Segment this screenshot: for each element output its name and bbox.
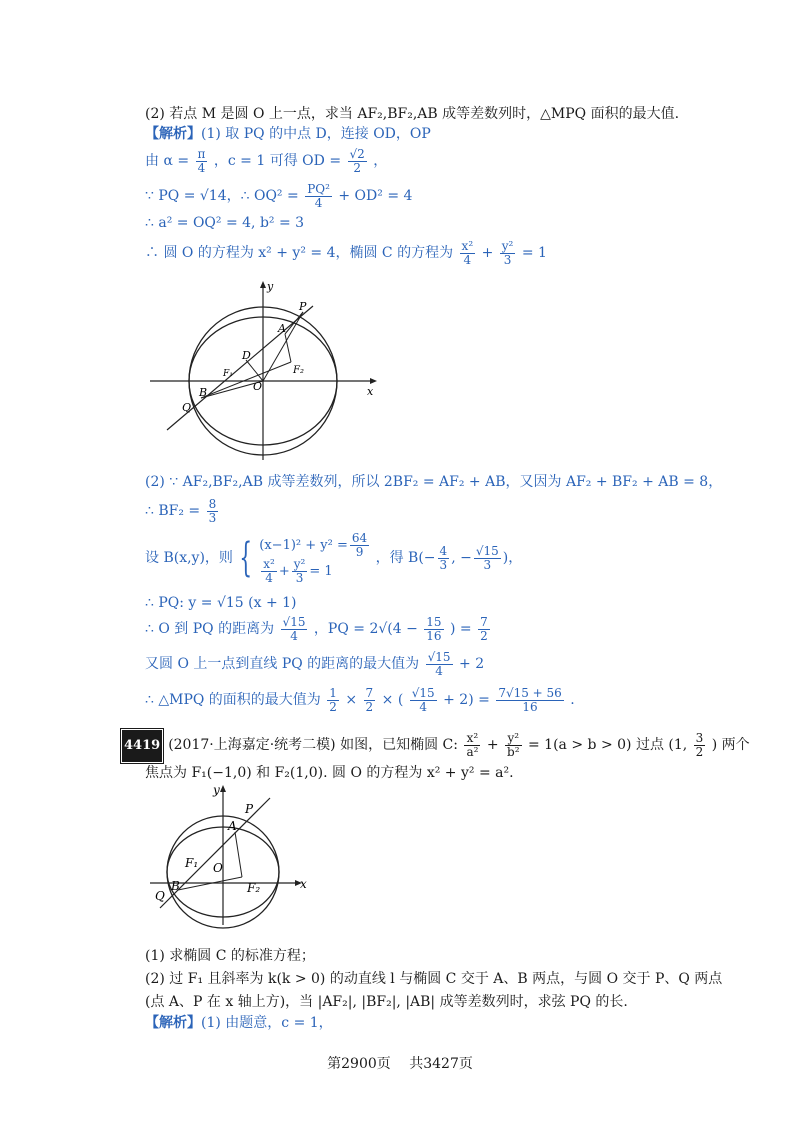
solution1-line4: ∴ a² = OQ² = 4, b² = 3 xyxy=(145,215,305,231)
svg-text:O: O xyxy=(253,380,263,393)
solution1-line1: 【解析】(1) 取 PQ 的中点 D，连接 OD，OP xyxy=(145,126,431,142)
svg-text:F₂: F₂ xyxy=(293,365,304,376)
problem-4419-q1: (1) 求椭圆 C 的标准方程； xyxy=(145,948,315,964)
problem-number-badge: 4419 xyxy=(120,728,164,764)
svg-text:x: x xyxy=(367,385,374,398)
solution-tag: 【解析】 xyxy=(145,126,201,142)
svg-text:A: A xyxy=(228,819,237,833)
figure-2 xyxy=(145,780,320,930)
solution2-line7: ∴ △MPQ 的面积的最大值为 $\frac{1}{2}$ × $\frac{7}{2}$ × ( $\frac{√15}{4}$ + 2) = $\frac{7√15 + 56}{16}$ . xyxy=(145,685,575,714)
svg-text:D: D xyxy=(242,349,251,362)
svg-text:Q: Q xyxy=(182,401,192,414)
solution-tag: 【解析】 xyxy=(145,1015,201,1031)
problem-4419-line1: 4419 (2017·上海嘉定·统考二模) 如图，已知椭圆 C: $\frac{\text{x²}}{\text{a²}}$ + $\frac{\text{y²}}{\text{b²}}$ = 1(a > b > 0) 过点 (1, $\frac{3}{2}$ ) 两个 xyxy=(120,728,750,760)
svg-text:O: O xyxy=(213,861,223,875)
svg-text:F₁: F₁ xyxy=(223,369,233,379)
page-footer: 第2900页 共3427页 xyxy=(327,1056,473,1072)
svg-text:F₂: F₂ xyxy=(247,881,261,895)
solution1-line5: ∴ 圆 O 的方程为 x² + y² = 4，椭圆 C 的方程为 $\frac{\text{x²}}{4}$ + $\frac{\text{y²}}{3}$ = 1 xyxy=(145,238,547,267)
frac-pi-4: $\frac{\pi}{4}$ xyxy=(197,146,206,175)
problem-4419-q3: (点 A、P 在 x 轴上方)，当 |AF₂|, |BF₂|, |AB| 成等差数列时，求弦 PQ 的长. xyxy=(145,994,628,1010)
problem-part2: (2) 若点 M 是圆 O 上一点，求当 AF₂,BF₂,AB 成等差数列时，△MPQ 面积的最大值. xyxy=(145,106,680,122)
svg-text:P: P xyxy=(245,802,254,816)
frac-pq2-4: $\frac{\text{PQ²}}{4}$ xyxy=(307,181,330,210)
figure-1 xyxy=(145,278,385,463)
problem-4419-solution: 【解析】(1) 由题意，c = 1， xyxy=(145,1015,333,1031)
svg-text:y: y xyxy=(213,783,220,797)
svg-text:B: B xyxy=(199,386,208,399)
svg-text:y: y xyxy=(267,280,274,293)
svg-text:F₁: F₁ xyxy=(185,856,199,870)
solution2-line4: ∴ PQ: y = √15 (x + 1) xyxy=(145,595,297,611)
solution1-line2: 由 α = $\frac{\pi}{4}$ ，c = 1 可得 OD = $\frac{√2}{2}$ ， xyxy=(145,146,388,175)
solution2-line3: 设 B(x,y)，则 { (x−1)² + y² = $\frac{64}{9}$ $\frac{\text{x²}}{4}$ + $\frac{\text{y²}}{3}$ = 1 ，得 B(− $\frac{4}{3}$ , − $\frac{√15}{3}$ )， xyxy=(145,531,523,585)
frac-sqrt2-2: $\frac{√2}{2}$ xyxy=(349,146,365,175)
problem-4419-q2: (2) 过 F₁ 且斜率为 k(k > 0) 的动直线 l 与椭圆 C 交于 A、B 两点，与圆 O 交于 P、Q 两点 xyxy=(145,971,723,987)
segment-af2 xyxy=(235,832,242,877)
problem-4419-line2: 焦点为 F₁(−1,0) 和 F₂(1,0). 圆 O 的方程为 x² + y² = a². xyxy=(145,765,514,781)
segment-od xyxy=(246,360,263,381)
svg-text:x: x xyxy=(300,877,307,891)
svg-text:A: A xyxy=(278,322,286,335)
solution1-line3: ∵ PQ = √14，∴ OQ² = $\frac{\text{PQ²}}{4}$ + OD² = 4 xyxy=(145,181,413,210)
svg-text:B: B xyxy=(171,879,180,893)
svg-text:Q: Q xyxy=(155,889,165,903)
equation-system: (x−1)² + y² = $\frac{64}{9}$ $\frac{\text{x²}}{4}$ + $\frac{\text{y²}}{3}$ = 1 xyxy=(259,531,368,585)
solution2-line6: 又圆 O 上一点到直线 PQ 的距离的最大值为 $\frac{√15}{4}$ + 2 xyxy=(145,649,485,678)
svg-text:P: P xyxy=(299,300,307,313)
solution2-line5: ∴ O 到 PQ 的距离为 $\frac{√15}{4}$ ，PQ = 2√(4 − $\frac{15}{16}$ ) = $\frac{7}{2}$ xyxy=(145,614,488,643)
segment-bf2 xyxy=(201,362,291,398)
solution2-line2: ∴ BF₂ = $\frac{8}{3}$ xyxy=(145,496,217,525)
solution2-line1: (2) ∵ AF₂,BF₂,AB 成等差数列，所以 2BF₂ = AF₂ + AB，又因为 AF₂ + BF₂ + AB = 8， xyxy=(145,474,723,490)
